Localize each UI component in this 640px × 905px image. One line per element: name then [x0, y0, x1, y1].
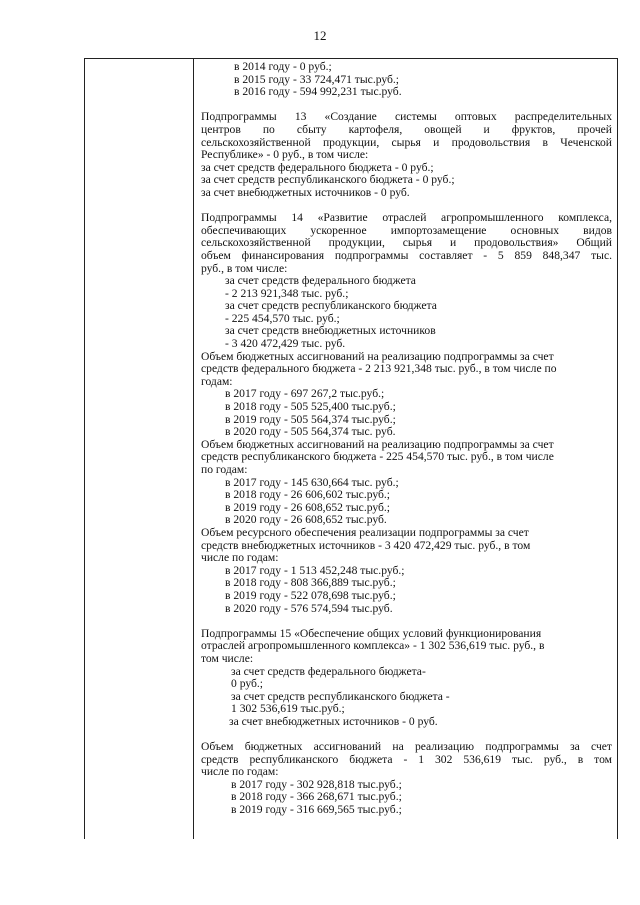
year-line: в 2019 году - 26 608,652 тыс.руб.; — [225, 500, 391, 514]
funding-source-line: - 3 420 472,429 тыс. руб. — [225, 337, 346, 351]
year-line: в 2017 году - 697 267,2 тыс.руб.; — [225, 387, 385, 401]
funding-source-line: за счет средств республиканского бюджета — [225, 299, 437, 313]
subprogram-13-line: Республике» - 0 руб., в том числе: — [201, 148, 369, 162]
republic-allocation-line: по годам: — [201, 463, 248, 476]
funding-source-line: 0 руб.; — [231, 677, 264, 691]
federal-allocation-line: средств федерального бюджета - 2 213 921,348 тыс. руб., в том числе по — [201, 362, 557, 376]
column-divider — [193, 59, 194, 839]
year-line: в 2018 году - 808 366,889 тыс.руб.; — [225, 576, 396, 590]
republic-allocation-line: числе по годам: — [201, 765, 279, 779]
subprogram-13-line: за счет средств федерального бюджета - 0 руб.; — [201, 160, 434, 174]
republic-allocation-line: Объем бюджетных ассигнований на реализацию подпрограммы за счет — [201, 740, 612, 754]
federal-allocation-line: Объем бюджетных ассигнований на реализацию подпрограммы за счет — [201, 349, 554, 363]
subprogram-14-line: Подпрограммы 14 «Развитие отраслей агропромышленного комплекса, — [201, 211, 612, 225]
year-line: в 2020 году - 505 564,374 тыс. руб. — [225, 425, 396, 439]
funding-source-line: 1 302 536,619 тыс.руб.; — [231, 702, 345, 716]
subprogram-14-line: сельскохозяйственной продукции, сырья и продовольствия» Общий — [201, 236, 612, 250]
subprogram-13-line: Подпрограммы 13 «Создание системы оптовых распределительных — [201, 110, 612, 124]
year-line: в 2017 году - 1 513 452,248 тыс.руб.; — [225, 563, 405, 577]
year-line: в 2019 году - 522 078,698 тыс.руб.; — [225, 588, 396, 602]
year-line: в 2018 году - 366 268,671 тыс.руб.; — [231, 790, 402, 804]
subprogram-15-line: отраслей агропромышленного комплекса» - 1 302 536,619 тыс. руб., в — [201, 639, 545, 653]
subprogram-14-line: руб., в том числе: — [201, 261, 288, 275]
year-line: в 2014 году - 0 руб.; — [234, 60, 332, 73]
subprogram-14-line: объем финансирования подпрограммы составляет - 5 859 848,347 тыс. — [201, 248, 612, 262]
subprogram-15-line: том числе: — [201, 651, 254, 665]
subprogram-14-line: обеспечивающих ускоренное импортозамещение основных видов — [201, 223, 612, 237]
republic-allocation-line: средств республиканского бюджета - 225 454,570 тыс. руб., в том числе — [201, 450, 554, 464]
funding-source-line: - 225 454,570 тыс. руб.; — [225, 311, 340, 325]
content-cell — [201, 61, 612, 817]
funding-source-line: за счет средств федерального бюджета — [225, 274, 416, 288]
extrabudget-allocation-line: Объем ресурсного обеспечения реализации подпрограммы за счет — [201, 525, 529, 539]
funding-source-line: за счет средств внебюджетных источников — [225, 324, 436, 338]
document-table — [84, 58, 618, 839]
subprogram-13-line: за счет средств республиканского бюджета - 0 руб.; — [201, 173, 455, 187]
year-line: в 2020 году - 576 574,594 тыс.руб. — [225, 601, 393, 615]
republic-allocation-line: средств республиканского бюджета - 1 302 536,619 тыс. руб., в том — [201, 752, 612, 766]
year-line: в 2020 году - 26 608,652 тыс.руб. — [225, 513, 387, 527]
funding-source-line: за счет средств федерального бюджета- — [231, 664, 426, 678]
subprogram-13-line: сельскохозяйственной продукции, сырья и продовольствия в Чеченской — [201, 135, 612, 149]
page-number: 12 — [313, 28, 327, 43]
subprogram-13-line: за счет внебюджетных источников - 0 руб. — [201, 185, 410, 199]
year-line: в 2016 году - 594 992,231 тыс.руб. — [234, 85, 402, 99]
republic-allocation-line: Объем бюджетных ассигнований на реализацию подпрограммы за счет — [201, 437, 554, 451]
subprogram-15-line: Подпрограммы 15 «Обеспечение общих условий функционирования — [201, 626, 542, 640]
year-line: в 2017 году - 302 928,818 тыс.руб.; — [231, 777, 402, 791]
year-line: в 2018 году - 26 606,602 тыс.руб.; — [225, 488, 391, 502]
funding-source-line: за счет внебюджетных источников - 0 руб. — [229, 714, 438, 728]
subprogram-13-line: центров по сбыту картофеля, овощей и фруктов, прочей — [201, 122, 612, 136]
federal-allocation-line: годам: — [201, 374, 233, 388]
year-line: в 2019 году - 505 564,374 тыс.руб.; — [225, 412, 396, 426]
extrabudget-allocation-line: числе по годам: — [201, 551, 279, 565]
year-line: в 2019 году - 316 669,565 тыс.руб.; — [231, 803, 402, 817]
year-line: в 2018 году - 505 525,400 тыс.руб.; — [225, 400, 396, 414]
extrabudget-allocation-line: средств внебюджетных источников - 3 420 472,429 тыс. руб., в том — [201, 538, 531, 552]
year-line: в 2015 году - 33 724,471 тыс.руб.; — [234, 72, 400, 86]
funding-source-line: за счет средств республиканского бюджета - — [231, 689, 450, 703]
year-line: в 2017 году - 145 630,664 тыс. руб.; — [225, 475, 399, 489]
funding-source-line: - 2 213 921,348 тыс. руб.; — [225, 286, 349, 300]
